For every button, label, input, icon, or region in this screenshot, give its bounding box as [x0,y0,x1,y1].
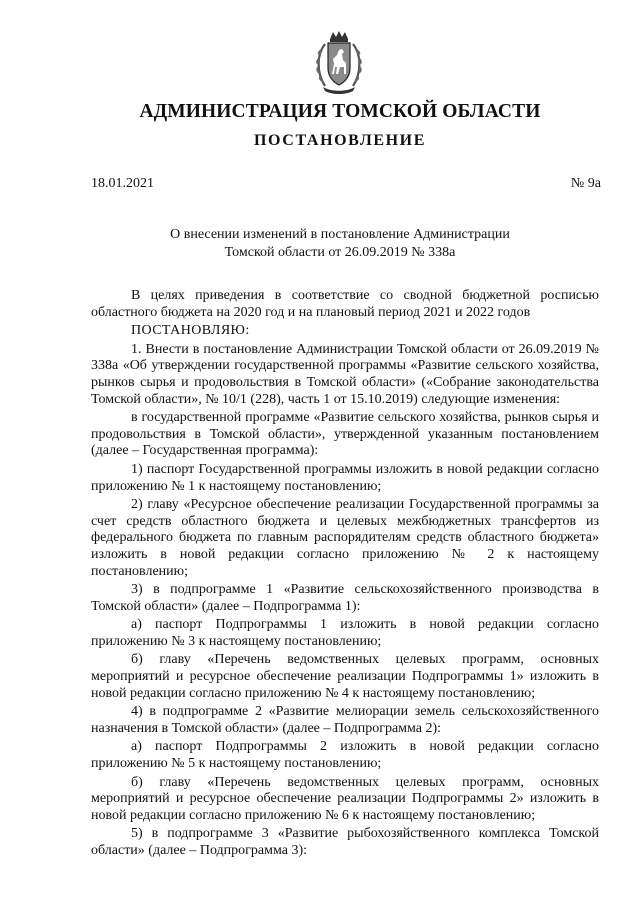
coat-of-arms-icon [313,30,365,96]
body-paragraph: В целях приведения в соответствие со сводной бюджетной росписью областного бюджета на 2020 год и на плановый период 2021 и 2022 годов [91,288,599,320]
body-paragraph: б) главу «Перечень ведомственных целевых программ, основных мероприятий и ресурсное обеспечение реализации Подпрограммы 1» изложить в новой редакции согласно приложению № 4 к настоящему постановлению; [91,652,599,701]
body-paragraph: 3) в подпрограмме 1 «Развитие сельскохозяйственного производства в Томской области» (далее – Подпрограмма 1): [91,582,599,614]
body-paragraph: а) паспорт Подпрограммы 2 изложить в новой редакции согласно приложению № 5 к настоящему постановлению; [91,739,599,772]
subject-line: Томской области от 26.09.2019 № 338а [224,245,456,260]
decree-word: ПОСТАНОВЛЯЮ: [131,323,250,339]
body-paragraph: а) паспорт Подпрограммы 1 изложить в новой редакции согласно приложению № 3 к настоящему постановлению; [91,617,599,649]
document-subject [0,226,640,262]
body-paragraph: 5) в подпрограмме 3 «Развитие рыбохозяйственного комплекса Томской области» (далее – Подпрограмма 3): [91,826,599,858]
document-date: 18.01.2021 [91,176,154,191]
body-paragraph: 1. Внести в постановление Администрации Томской области от 26.09.2019 № 338а «Об утверждении государственной программы «Развитие сельского хозяйства, рынков сырья и продовольствия в Томской области» («Собрание законодательства Томской области», № 10/1 (228), часть 1 от 15.10.2019) следующие изменения: [91,341,599,407]
body-paragraph: 1) паспорт Государственной программы изложить в новой редакции согласно приложению № 1 к настоящему постановлению; [91,461,599,494]
document-number: № 9а [570,176,601,191]
document-body [91,288,599,862]
body-paragraph: в государственной программе «Развитие сельского хозяйства, рынков сырья и продовольствия в Томской области», утвержденной указанным постановлением (далее – Государственная программа): [91,410,599,459]
document-type: ПОСТАНОВЛЕНИЕ [254,132,426,149]
body-paragraph: б) главу «Перечень ведомственных целевых программ, основных мероприятий и ресурсное обеспечение реализации Подпрограммы 2» изложить в новой редакции согласно приложению № 6 к настоящему постановлению; [91,774,599,823]
body-paragraph: 4) в подпрограмме 2 «Развитие мелиорации земель сельскохозяйственного назначения в Томской области» (далее – Подпрограмма 2): [91,704,599,736]
subject-line: О внесении изменений в постановление Администрации [170,227,510,242]
organization-title: АДМИНИСТРАЦИЯ ТОМСКОЙ ОБЛАСТИ [139,101,541,122]
body-paragraph: 2) главу «Ресурсное обеспечение реализации Государственной программы за счет средств областного бюджета и целевых межбюджетных трансфертов из федерального бюджета по главным распорядителям средств областного бюджета» изложить в новой редакции согласно приложению № 2 к настоящему постановлению; [91,497,599,579]
